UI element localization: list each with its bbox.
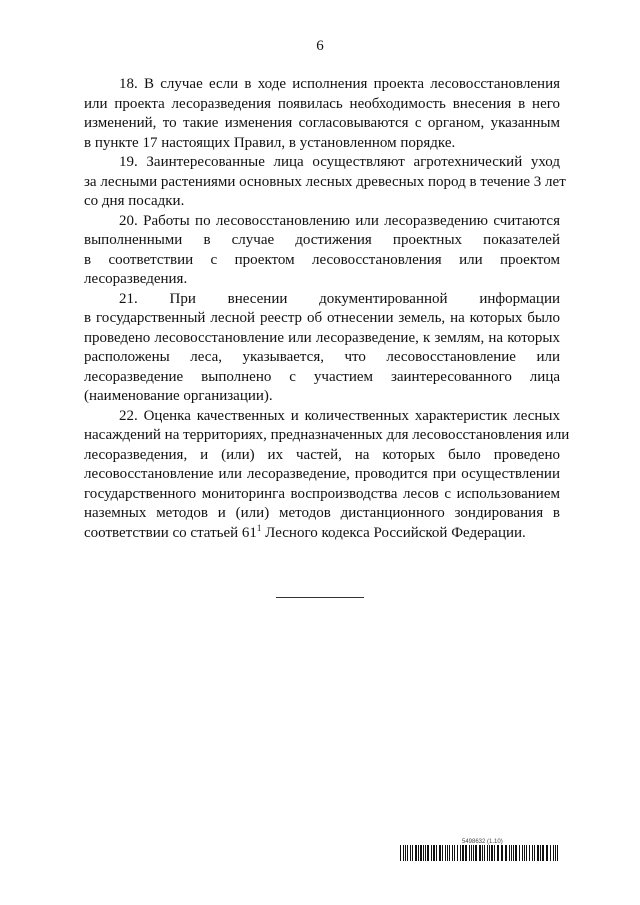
paragraph-22 <box>84 407 570 544</box>
text-line: в государственный лесной реестр об отнесении земель, на которых было <box>84 310 560 326</box>
text-line: лесоразведение выполнено с участием заинтересованного лица <box>84 368 560 385</box>
footnote-superscript: 1 <box>256 522 262 533</box>
text-fragment: соответствии со статьей 61 <box>84 524 257 541</box>
text-line: государственного мониторинга воспроизводства лесов с использованием <box>84 485 560 502</box>
text-line: в пункте 17 настоящих Правил, в установленном порядке. <box>84 134 456 151</box>
text-line: за лесными растениями основных лесных древесных пород в течение 3 лет <box>84 173 566 190</box>
text-line: 22. Оценка качественных и количественных характеристик лесных <box>119 407 560 424</box>
text-line: расположены леса, указывается, что лесовосстановление или <box>84 349 560 365</box>
text-line: наземных методов и (или) методов дистанционного зондирования в <box>84 505 560 521</box>
text-line: насаждений на территориях, предназначенных для лесовосстановления или <box>84 427 570 443</box>
document-body <box>84 75 570 543</box>
text-line: со дня посадки. <box>84 193 185 209</box>
text-line: 19. Заинтересованные лица осуществляют агротехнический уход <box>119 154 560 170</box>
text-line: лесоразведения, и (или) их частей, на которых было проведено <box>84 446 560 463</box>
text-line: проведено лесовосстановление или лесоразведение, к землям, на которых <box>84 329 560 346</box>
text-line: в соответствии с проектом лесовосстановления или проектом <box>84 251 560 268</box>
text-line: лесоразведения. <box>84 271 188 287</box>
text-line-with-footnote <box>84 524 560 544</box>
text-line: 21. При внесении документированной информации <box>119 290 560 307</box>
text-line: (наименование организации). <box>84 388 273 404</box>
paragraph-19 <box>84 153 566 212</box>
barcode-icon <box>400 845 558 861</box>
text-line: 18. В случае если в ходе исполнения проекта лесовосстановления <box>119 76 560 92</box>
text-line: выполненными в случае достижения проектных показателей <box>84 232 560 248</box>
end-rule <box>276 597 364 598</box>
barcode-number: 5498632 (1.10) <box>462 839 503 845</box>
text-line: изменений, то такие изменения согласовываются с органом, указанным <box>84 115 560 131</box>
paragraph-18 <box>84 75 560 153</box>
paragraph-21 <box>84 290 560 407</box>
page-number: 6 <box>316 38 324 54</box>
paragraph-20 <box>84 212 560 290</box>
text-line: или проекта лесоразведения появилась необходимость внесения в него <box>84 95 560 112</box>
text-fragment: Лесного кодекса Российской Федерации. <box>261 524 526 541</box>
text-line: 20. Работы по лесовосстановлению или лесоразведению считаются <box>119 212 560 229</box>
text-line: лесовосстановление или лесоразведение, проводится при осуществлении <box>84 466 560 482</box>
